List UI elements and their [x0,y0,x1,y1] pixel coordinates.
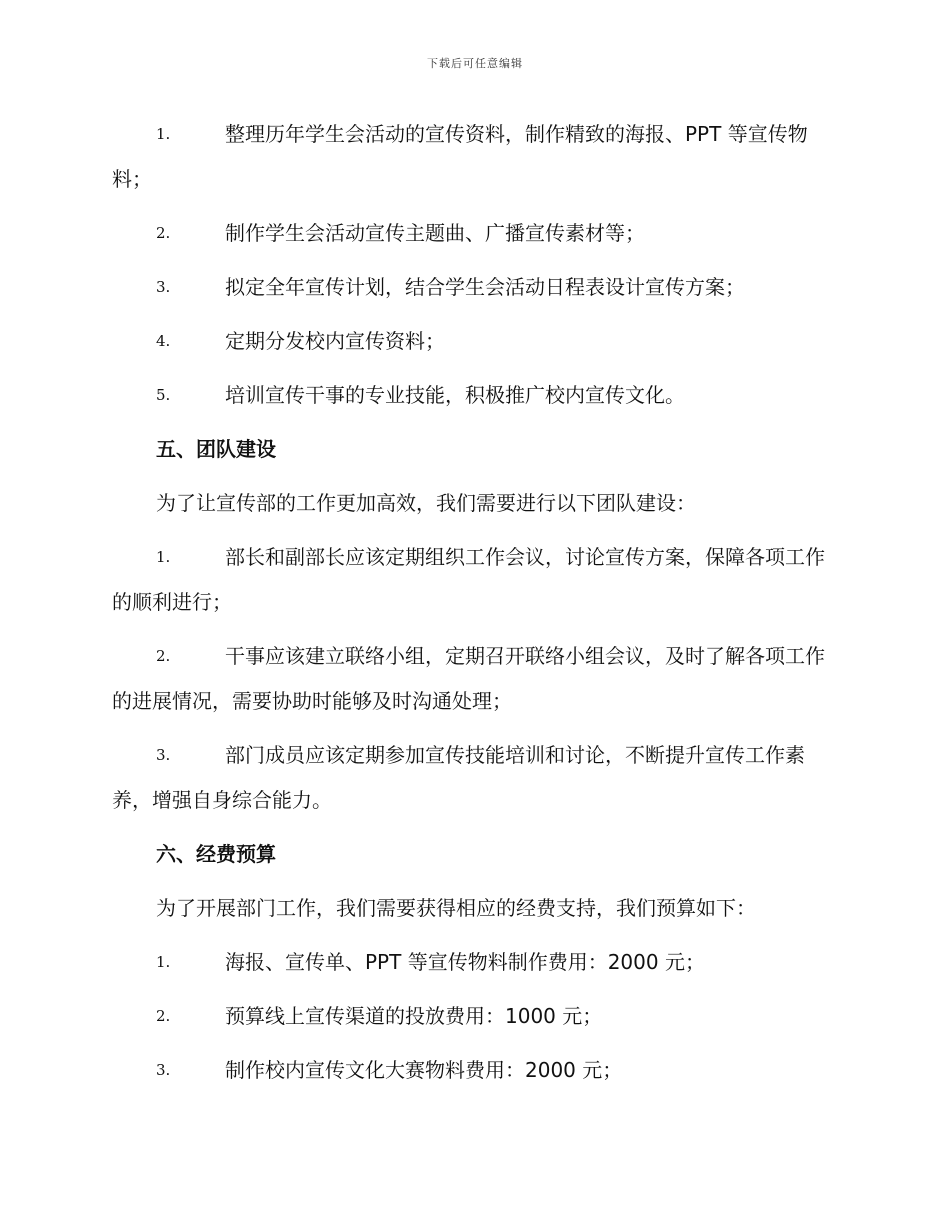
list-text: 拟定全年宣传计划，结合学生会活动日程表设计宣传方案； [225,275,745,299]
list-item [112,634,834,724]
document-body [112,112,834,1102]
list-item [112,1048,834,1093]
section-intro-budget: 为了开展部门工作，我们需要获得相应的经费支持，我们预算如下： [156,896,756,920]
list-text: 定期分发校内宣传资料； [225,329,445,353]
page-header: 下载后可任意编辑 [427,57,523,70]
list-item [112,940,834,985]
list-text: 部长和副部长应该定期组织工作会议，讨论宣传方案，保障各项工作的顺利进行； [112,545,825,614]
list-number: 1. [156,125,171,143]
list-text: 培训宣传干事的专业技能，积极推广校内宣传文化。 [225,383,685,407]
list-number: 3. [156,746,171,764]
section-heading-team: 五、团队建设 [156,437,276,461]
list-item [112,265,834,310]
list-text: 制作学生会活动宣传主题曲、广播宣传素材等； [225,221,645,245]
section-intro-team: 为了让宣传部的工作更加高效，我们需要进行以下团队建设： [156,491,696,515]
list-item [112,535,834,625]
list-item [112,733,834,823]
list-text: 预算线上宣传渠道的投放费用：1000 元； [225,1004,603,1028]
list-text: 制作校内宣传文化大赛物料费用：2000 元； [225,1058,623,1082]
list-item [112,319,834,364]
list-item [112,373,834,418]
list-number: 2. [156,647,171,665]
list-text: 干事应该建立联络小组，定期召开联络小组会议，及时了解各项工作的进展情况，需要协助时能够及时沟通处理； [112,644,825,713]
list-number: 2. [156,1007,171,1025]
section-heading-budget: 六、经费预算 [156,842,276,866]
list-number: 4. [156,332,171,350]
list-item [112,211,834,256]
list-text: 部门成员应该定期参加宣传技能培训和讨论，不断提升宣传工作素养，增强自身综合能力。 [112,743,805,812]
list-number: 5. [156,386,171,404]
list-item [112,994,834,1039]
list-number: 3. [156,1061,171,1079]
list-number: 1. [156,548,171,566]
list-number: 1. [156,953,171,971]
list-item [112,112,834,202]
list-number: 3. [156,278,171,296]
list-text: 整理历年学生会活动的宣传资料，制作精致的海报、PPT 等宣传物料； [112,122,808,191]
list-text: 海报、宣传单、PPT 等宣传物料制作费用：2000 元； [225,950,705,974]
list-number: 2. [156,224,171,242]
